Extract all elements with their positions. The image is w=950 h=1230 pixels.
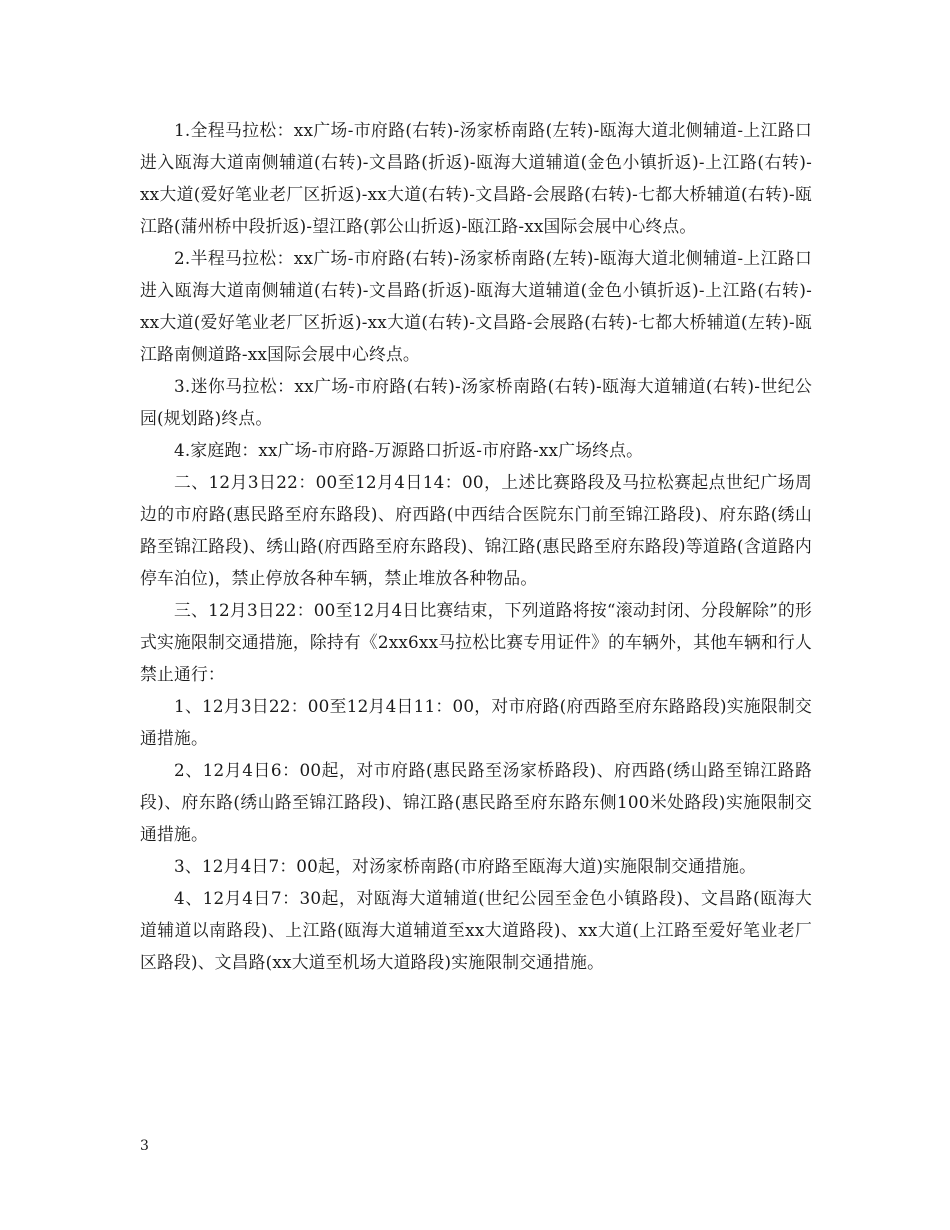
- paragraph-control-item-1: 1、12月3日22：00至12月4日11：00，对市府路(府西路至府东路路段)实施限制交通措施。: [140, 696, 812, 748]
- paragraph-control-item-3: 3、12月4日7：00起，对汤家桥南路(市府路至瓯海大道)实施限制交通措施。: [174, 856, 757, 876]
- paragraph-control-item-4: 4、12月4日7：30起，对瓯海大道辅道(世纪公园至金色小镇路段)、文昌路(瓯海大道辅道以南路段)、上江路(瓯海大道辅道至xx大道路段)、xx大道(上江路至爱好笔业老厂区路段)、文昌路(xx大道至机场大道路段)实施限制交通措施。: [140, 888, 812, 972]
- paragraph-control-item-2: 2、12月4日6：00起，对市府路(惠民路至汤家桥路段)、府西路(绣山路至锦江路路段)、府东路(绣山路至锦江路段)、锦江路(惠民路至府东路东侧100米处路段)实施限制交通措施。: [140, 760, 812, 844]
- paragraph-family-run-route: 4.家庭跑：xx广场-市府路-万源路口折返-市府路-xx广场终点。: [174, 440, 644, 460]
- document-body: [140, 114, 812, 978]
- paragraph-section-two-parking-ban: 二、12月3日22：00至12月4日14：00，上述比赛路段及马拉松赛起点世纪广场周边的市府路(惠民路至府东路段)、府西路(中西结合医院东门前至锦江路段)、府东路(绣山路至锦江路段)、绣山路(府西路至府东路段)、锦江路(惠民路至府东路段)等道路(含道路内停车泊位)，禁止停放各种车辆，禁止堆放各种物品。: [140, 472, 812, 588]
- page-number: 3: [140, 1138, 149, 1154]
- paragraph-section-three-traffic-control: 三、12月3日22：00至12月4日比赛结束，下列道路将按“滚动封闭、分段解除”的形式实施限制交通措施，除持有《2xx6xx马拉松比赛专用证件》的车辆外，其他车辆和行人禁止通行：: [140, 600, 812, 684]
- paragraph-mini-marathon-route: 3.迷你马拉松：xx广场-市府路(右转)-汤家桥南路(右转)-瓯海大道辅道(右转)-世纪公园(规划路)终点。: [140, 376, 812, 428]
- paragraph-half-marathon-route: 2.半程马拉松：xx广场-市府路(右转)-汤家桥南路(左转)-瓯海大道北侧辅道-上江路口进入瓯海大道南侧辅道(右转)-文昌路(折返)-瓯海大道辅道(金色小镇折返)-上江路(右转)-xx大道(爱好笔业老厂区折返)-xx大道(右转)-文昌路-会展路(右转)-七都大桥辅道(左转)-瓯江路南侧道路-xx国际会展中心终点。: [140, 248, 812, 364]
- paragraph-full-marathon-route: 1.全程马拉松：xx广场-市府路(右转)-汤家桥南路(左转)-瓯海大道北侧辅道-上江路口进入瓯海大道南侧辅道(右转)-文昌路(折返)-瓯海大道辅道(金色小镇折返)-上江路(右转)-xx大道(爱好笔业老厂区折返)-xx大道(右转)-文昌路-会展路(右转)-七都大桥辅道(右转)-瓯江路(蒲州桥中段折返)-望江路(郭公山折返)-瓯江路-xx国际会展中心终点。: [140, 120, 812, 236]
